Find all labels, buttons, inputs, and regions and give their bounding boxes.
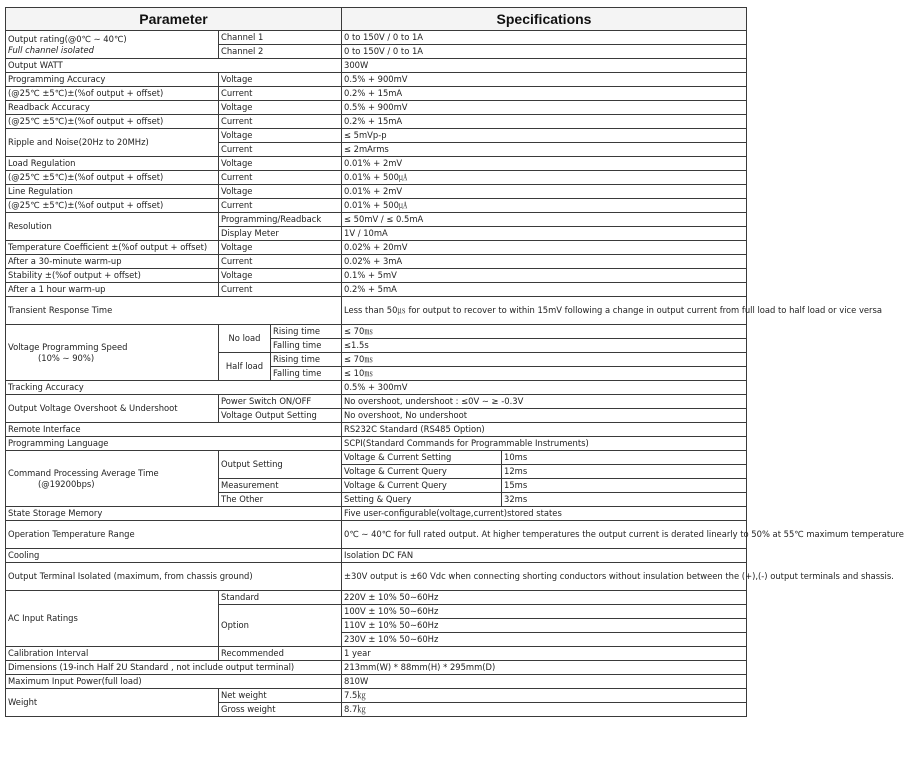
programming-language-label: Programming Language [6,437,342,451]
output-watt-value: 300W [342,59,747,73]
ripple-current-value: ≤ 2mArms [342,143,747,157]
ripple-voltage-value: ≤ 5mVp-p [342,129,747,143]
table-row [6,213,747,227]
channel1-label: Channel 1 [219,31,342,45]
overshoot-voltage-setting-label: Voltage Output Setting [219,409,342,423]
spec-table-wrapper [5,7,904,717]
gross-weight-value: 8.7㎏ [342,703,747,717]
vps-hl-falling-value: ≤ 10㎳ [342,367,747,381]
ac-input-label: AC Input Ratings [6,591,219,647]
remote-interface-label: Remote Interface [6,423,342,437]
ripple-noise-label: Ripple and Noise(20Hz to 20MHz) [6,129,219,157]
temp-coeff-voltage-value: 0.02% + 20mV [342,241,747,255]
ripple-current-label: Current [219,143,342,157]
calibration-label: Calibration Interval [6,647,219,661]
table-row [6,423,747,437]
cmd-other-label: The Other [219,493,342,507]
remote-interface-value: RS232C Standard (RS485 Option) [342,423,747,437]
stability-current-value: 0.2% + 5mA [342,283,747,297]
parameter-header: Parameter [6,8,342,31]
line-reg-voltage-label: Voltage [219,185,342,199]
output-watt-label: Output WATT [6,59,342,73]
net-weight-label: Net weight [219,689,342,703]
vps-nl-falling-label: Falling time [271,339,342,353]
vps-half-load-label: Half load [219,353,271,381]
table-header-row [6,8,747,31]
cmd-label-line2: (@19200bps) [38,478,95,489]
load-reg-current-label: Current [219,171,342,185]
gross-weight-label: Gross weight [219,703,342,717]
vps-hl-falling-label: Falling time [271,367,342,381]
readback-voltage-label: Voltage [219,101,342,115]
vps-nl-falling-value: ≤1.5s [342,339,747,353]
prog-accuracy-current-label: Current [219,87,342,101]
command-processing-label [6,451,219,507]
table-row [6,115,747,129]
cmd-row1-label: Voltage & Current Setting [342,451,502,465]
transient-response-label: Transient Response Time [6,297,342,325]
specifications-header: Specifications [342,8,747,31]
table-row [6,661,747,675]
table-row [6,647,747,661]
load-regulation-condition: (@25℃ ±5℃)±(%of output + offset) [6,171,219,185]
vps-nl-rising-value: ≤ 70㎳ [342,325,747,339]
ac-option-label: Option [219,605,342,647]
temp-coefficient-label: Temperature Coefficient ±(%of output + offset) [6,241,219,255]
dimensions-value: 213mm(W) * 88mm(H) * 295mm(D) [342,661,747,675]
table-row [6,255,747,269]
channel1-value: 0 to 150V / 0 to 1A [342,31,747,45]
resolution-display-label: Display Meter [219,227,342,241]
line-regulation-condition: (@25℃ ±5℃)±(%of output + offset) [6,199,219,213]
table-row [6,675,747,689]
readback-accuracy-condition: (@25℃ ±5℃)±(%of output + offset) [6,115,219,129]
stability-voltage-label: Voltage [219,269,342,283]
net-weight-value: 7.5㎏ [342,689,747,703]
state-storage-label: State Storage Memory [6,507,342,521]
overshoot-power-switch-label: Power Switch ON/OFF [219,395,342,409]
readback-current-label: Current [219,115,342,129]
ac-option-value-1: 100V ± 10% 50∼60Hz [342,605,747,619]
table-row [6,73,747,87]
cmd-label-line1: Command Processing Average Time [8,467,159,478]
line-regulation-label: Line Regulation [6,185,219,199]
readback-accuracy-label: Readback Accuracy [6,101,219,115]
ac-standard-value: 220V ± 10% 50∼60Hz [342,591,747,605]
table-row [6,129,747,143]
cmd-measurement-label: Measurement [219,479,342,493]
table-row [6,199,747,213]
table-row [6,549,747,563]
prog-accuracy-label: Programming Accuracy [6,73,219,87]
overshoot-voltage-setting-value: No overshoot, No undershoot [342,409,747,423]
temp-coeff-current-value: 0.02% + 3mA [342,255,747,269]
voltage-programming-speed-label [6,325,219,381]
stability-current-label: Current [219,283,342,297]
stability-condition: After a 1 hour warm-up [6,283,219,297]
line-reg-voltage-value: 0.01% + 2mV [342,185,747,199]
vps-nl-rising-label: Rising time [271,325,342,339]
table-row [6,59,747,73]
output-terminal-value: ±30V output is ±60 Vdc when connecting shorting conductors without insulation between the (+),(-) output terminals and shassis. [342,563,747,591]
vps-hl-rising-value: ≤ 70㎳ [342,353,747,367]
max-input-power-value: 810W [342,675,747,689]
tracking-accuracy-label: Tracking Accuracy [6,381,342,395]
table-row [6,381,747,395]
stability-voltage-value: 0.1% + 5mV [342,269,747,283]
load-reg-current-value: 0.01% + 500㎂ [342,171,747,185]
table-row [6,157,747,171]
table-row [6,325,747,339]
table-row [6,521,747,549]
resolution-label: Resolution [6,213,219,241]
prog-accuracy-current-value: 0.2% + 15mA [342,87,747,101]
calibration-value: 1 year [342,647,747,661]
output-rating-line2: Full channel isolated [8,44,94,55]
vps-label-line2: (10% ∼ 90%) [38,352,95,363]
stability-label: Stability ±(%of output + offset) [6,269,219,283]
temp-coefficient-condition: After a 30-minute warm-up [6,255,219,269]
prog-accuracy-voltage-label: Voltage [219,73,342,87]
table-row [6,689,747,703]
prog-accuracy-condition: (@25℃ ±5℃)±(%of output + offset) [6,87,219,101]
operation-temperature-label: Operation Temperature Range [6,521,342,549]
vps-no-load-label: No load [219,325,271,353]
cmd-row3-label: Voltage & Current Query [342,479,502,493]
ac-option-value-2: 110V ± 10% 50∼60Hz [342,619,747,633]
line-reg-current-label: Current [219,199,342,213]
cmd-row2-value: 12ms [502,465,747,479]
load-reg-voltage-label: Voltage [219,157,342,171]
line-reg-current-value: 0.01% + 500㎂ [342,199,747,213]
table-row [6,283,747,297]
cooling-value: Isolation DC FAN [342,549,747,563]
output-rating-label [6,31,219,59]
load-reg-voltage-value: 0.01% + 2mV [342,157,747,171]
load-regulation-label: Load Regulation [6,157,219,171]
transient-response-value: Less than 50㎲ for output to recover to within 15mV following a change in output current from full load to half load or vice versa [342,297,747,325]
prog-accuracy-voltage-value: 0.5% + 900mV [342,73,747,87]
overshoot-label: Output Voltage Overshoot & Undershoot [6,395,219,423]
channel2-value: 0 to 150V / 0 to 1A [342,45,747,59]
table-row [6,31,747,45]
temp-coeff-voltage-label: Voltage [219,241,342,255]
table-row [6,451,747,465]
table-row [6,437,747,451]
operation-temperature-value: 0℃ ∼ 40℃ for full rated output. At higher temperatures the output current is derated linearly to 50% at 55℃ maximum temperature [342,521,747,549]
output-terminal-label: Output Terminal Isolated (maximum, from chassis ground) [6,563,342,591]
calibration-sub-label: Recommended [219,647,342,661]
resolution-prog-value: ≤ 50mV / ≤ 0.5mA [342,213,747,227]
max-input-power-label: Maximum Input Power(full load) [6,675,342,689]
resolution-prog-label: Programming/Readback [219,213,342,227]
readback-current-value: 0.2% + 15mA [342,115,747,129]
state-storage-value: Five user-configurable(voltage,current)stored states [342,507,747,521]
table-row [6,87,747,101]
weight-label: Weight [6,689,219,717]
table-row [6,269,747,283]
ac-option-value-3: 230V ± 10% 50∼60Hz [342,633,747,647]
cmd-row4-label: Setting & Query [342,493,502,507]
table-row [6,591,747,605]
ac-standard-label: Standard [219,591,342,605]
table-row [6,297,747,325]
table-row [6,563,747,591]
readback-voltage-value: 0.5% + 900mV [342,101,747,115]
tracking-accuracy-value: 0.5% + 300mV [342,381,747,395]
vps-hl-rising-label: Rising time [271,353,342,367]
programming-language-value: SCPI(Standard Commands for Programmable Instruments) [342,437,747,451]
cooling-label: Cooling [6,549,342,563]
table-row [6,185,747,199]
ripple-voltage-label: Voltage [219,129,342,143]
table-row [6,101,747,115]
overshoot-power-switch-value: No overshoot, undershoot : ≤0V ∼ ≥ -0.3V [342,395,747,409]
table-row [6,395,747,409]
resolution-display-value: 1V / 10mA [342,227,747,241]
table-row [6,241,747,255]
cmd-row2-label: Voltage & Current Query [342,465,502,479]
output-rating-line1: Output rating(@0℃ ∼ 40℃) [8,33,127,44]
cmd-row3-value: 15ms [502,479,747,493]
specification-table [5,7,904,717]
temp-coeff-current-label: Current [219,255,342,269]
cmd-output-setting-label: Output Setting [219,451,342,479]
cmd-row4-value: 32ms [502,493,747,507]
cmd-row1-value: 10ms [502,451,747,465]
channel2-label: Channel 2 [219,45,342,59]
table-row [6,507,747,521]
vps-label-line1: Voltage Programming Speed [8,341,128,352]
table-row [6,171,747,185]
dimensions-label: Dimensions (19-inch Half 2U Standard , not include output terminal) [6,661,342,675]
